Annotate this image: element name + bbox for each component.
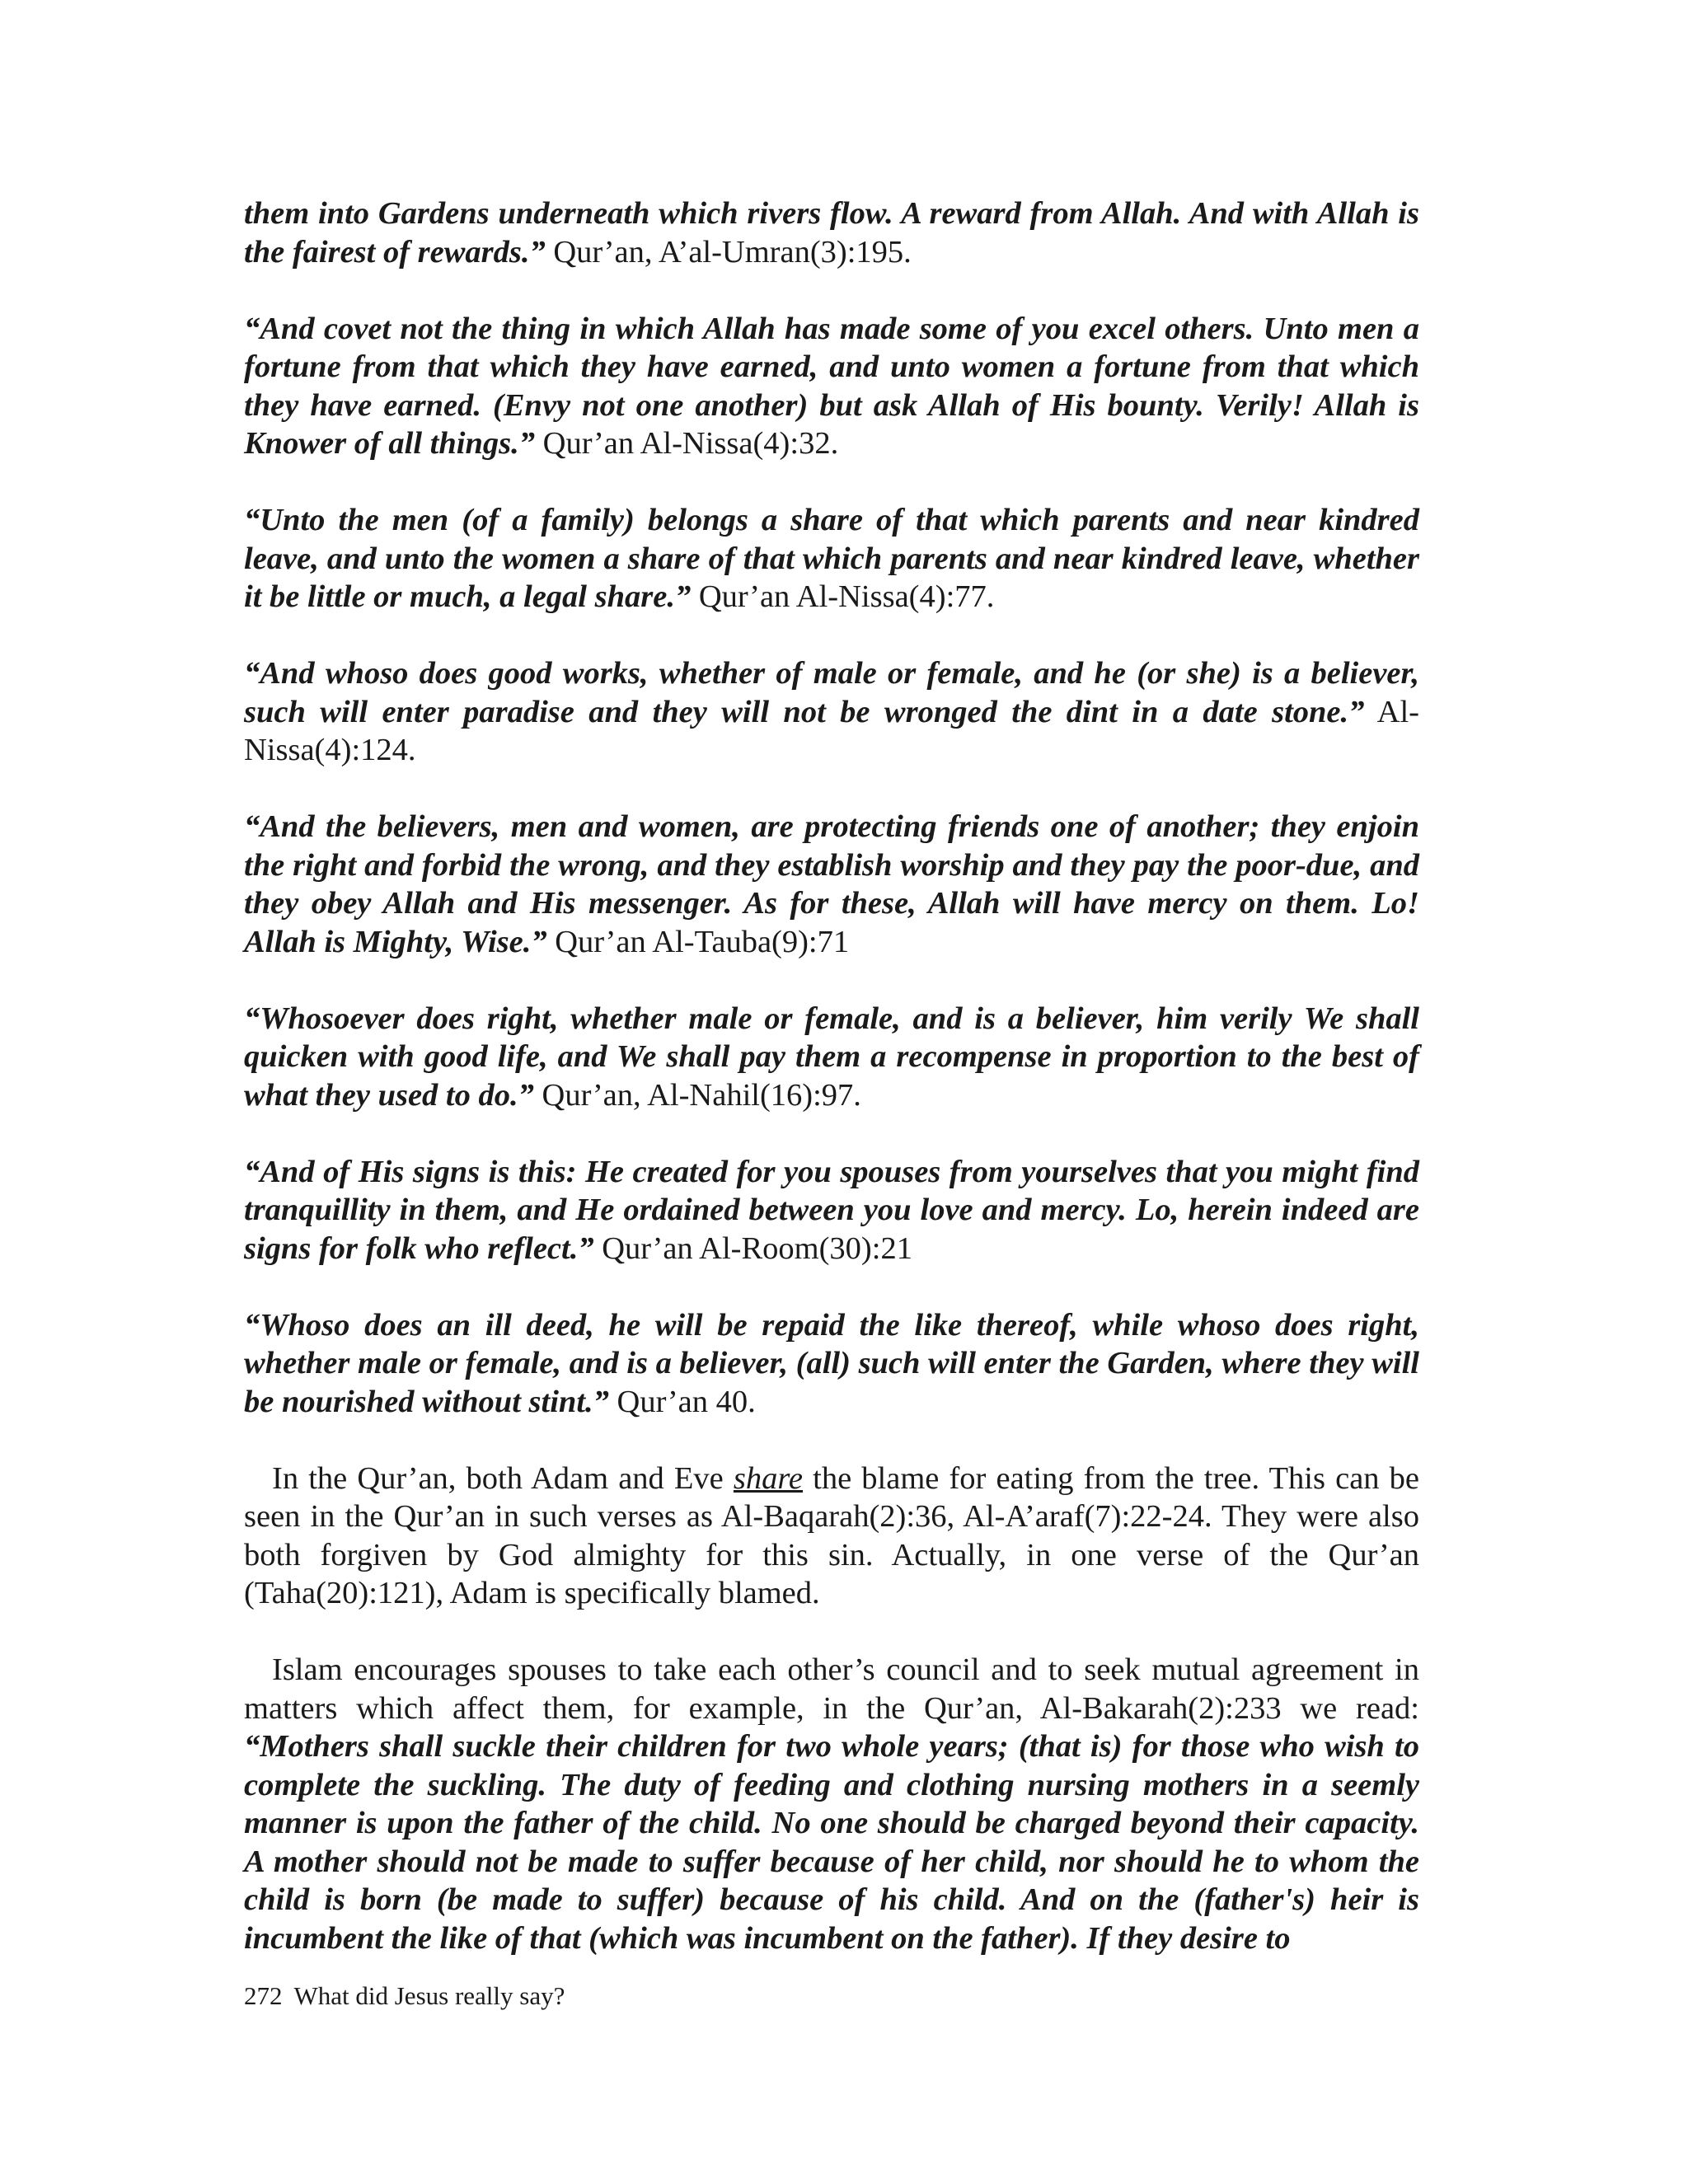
verse-quote: “Whosoever does right, whether male or female, and is a believer, him verily We shall quicken with good life, and We shall pay them a recompense in proportion to the best of what they used to do.” (244, 1001, 1419, 1113)
verse-reference: Qur’an Al-Tauba(9):71 (546, 924, 850, 959)
body-text: Islam encourages spouses to take each other’s council and to seek mutual agreement in matters which affect them, for example, in the Qur’an, Al-Bakarah(2):233 we read: (244, 1652, 1419, 1726)
emphasized-word: share (733, 1460, 804, 1496)
verse-quote: “And whoso does good works, whether of male or female, and he (or she) is a believer, such will enter paradise and they will not be wronged the dint in a date stone.” (244, 656, 1419, 729)
page-number: 272 (244, 1981, 283, 2010)
verse-quote: “Mothers shall suckle their children for two whole years; (that is) for those who wish to complete the suckling. The duty of feeding and clothing nursing mothers in a seemly manner is upon the father of the child. No one should be charged beyond their capacity. A mother should not be made to suffer because of her child, nor should he to whom the child is born (be made to suffer) because of his child. And on the (father's) heir is incumbent the like of that (which was incumbent on the father). If they desire to (244, 1729, 1419, 1956)
verse-reference: Qur’an, A’al-Umran(3):195. (545, 234, 912, 269)
verse-reference: Al-Nissa(4):124. (244, 694, 1419, 767)
page-footer (244, 1980, 565, 2012)
verse-paragraph-2 (244, 310, 1419, 463)
page-body (244, 194, 1419, 1957)
verse-quote: “And of His signs is this: He created for you spouses from yourselves that you might find tranquillity in them, and He ordained between you love and mercy. Lo, herein indeed are signs for folk who reflect.” (244, 1154, 1419, 1266)
body-text: In the Qur’an, both Adam and Eve (272, 1460, 734, 1496)
verse-quote: “And the believers, men and women, are protecting friends one of another; they enjoin the right and forbid the wrong, and they establish worship and they pay the poor-due, and they obey Allah and His messenger. As for these, Allah will have mercy on them. Lo! Allah is Mighty, Wise.” (244, 809, 1419, 959)
verse-quote: “Unto the men (of a family) belongs a share of that which parents and near kindred leave, and unto the women a share of that which parents and near kindred leave, whether it be little or much, a legal share.” (244, 503, 1419, 614)
verse-quote: them into Gardens underneath which rivers flow. A reward from Allah. And with Allah is the fairest of rewards.” (244, 196, 1419, 269)
verse-paragraph-1 (244, 194, 1419, 271)
adam-eve-paragraph (244, 1460, 1419, 1613)
verse-quote: “Whoso does an ill deed, he will be repaid the like thereof, while whoso does right, whether male or female, and is a believer, (all) such will enter the Garden, where they will be nourished without stint.” (244, 1307, 1419, 1419)
verse-paragraph-7 (244, 1153, 1419, 1268)
running-title: What did Jesus really say? (293, 1981, 565, 2010)
verse-reference: Qur’an Al-Room(30):21 (593, 1230, 912, 1266)
verse-reference: Qur’an Al-Nissa(4):32. (535, 426, 839, 461)
spouses-paragraph (244, 1651, 1419, 1957)
body-text: the blame for eating from the tree. This can be seen in the Qur’an in such verses as Al-Baqarah(2):36, Al-A’araf(7):22-24. They were also both forgiven by God almighty for this sin. Actually, in one verse of the Qur’an (Taha(20):121), Adam is specifically blamed. (244, 1460, 1419, 1610)
verse-paragraph-8 (244, 1306, 1419, 1422)
verse-paragraph-6 (244, 1000, 1419, 1115)
verse-reference: Qur’an, Al-Nahil(16):97. (533, 1077, 861, 1113)
verse-reference: Qur’an 40. (608, 1384, 756, 1419)
verse-reference: Qur’an Al-Nissa(4):77. (691, 579, 995, 614)
verse-paragraph-4 (244, 654, 1419, 770)
verse-paragraph-3 (244, 501, 1419, 616)
verse-paragraph-5 (244, 808, 1419, 961)
verse-quote: “And covet not the thing in which Allah has made some of you excel others. Unto men a fortune from that which they have earned, and unto women a fortune from that which they have earned. (Envy not one another) but ask Allah of His bounty. Verily! Allah is Knower of all things.” (244, 311, 1419, 461)
